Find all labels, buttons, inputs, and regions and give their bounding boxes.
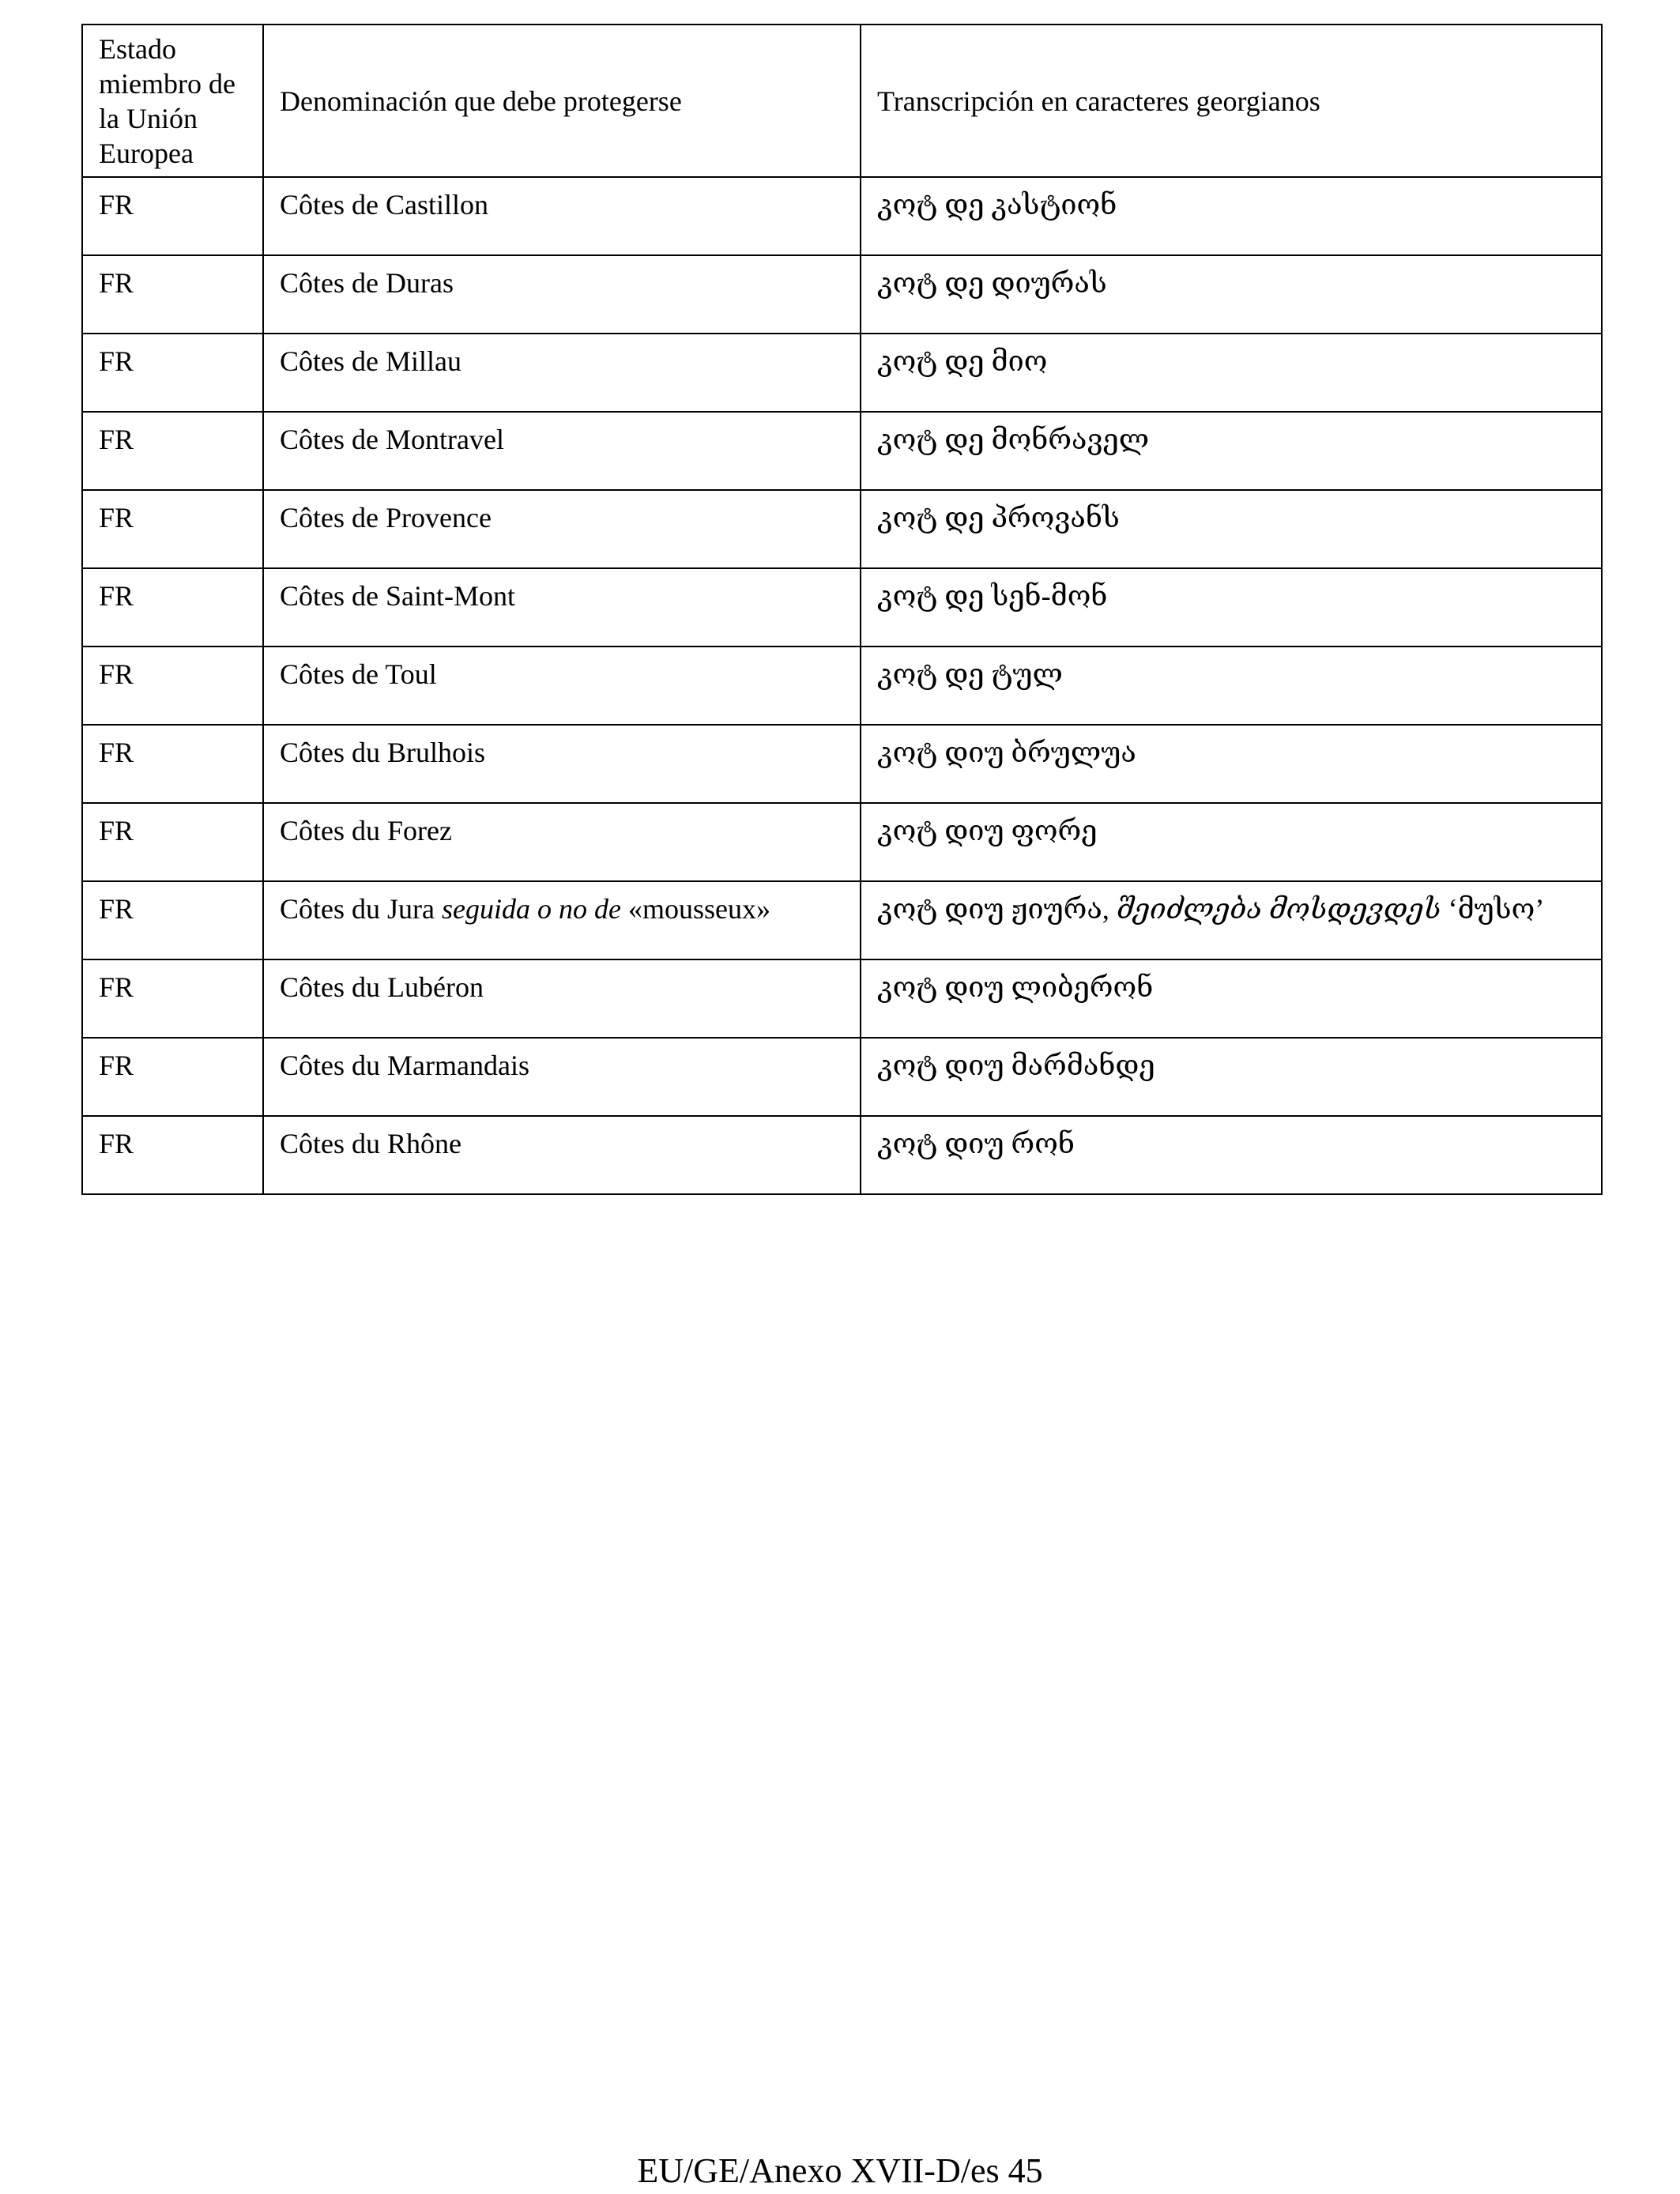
header-transcription: Transcripción en caracteres georgianos bbox=[861, 25, 1602, 177]
cell-name bbox=[263, 881, 861, 959]
table-row bbox=[82, 334, 1602, 412]
cell-transcription: კოტ დიუ ლიბერონ bbox=[861, 959, 1602, 1038]
name-italic-text: seguida o no de bbox=[441, 893, 621, 925]
cell-name: Côtes de Saint-Mont bbox=[263, 568, 861, 647]
transcription-suffix-text: ‘მუსო’ bbox=[1441, 893, 1545, 925]
cell-state: FR bbox=[82, 334, 263, 412]
table-row bbox=[82, 255, 1602, 334]
cell-state: FR bbox=[82, 1116, 263, 1194]
header-member-state: Estado miembro de la Unión Europea bbox=[82, 25, 263, 177]
cell-state: FR bbox=[82, 568, 263, 647]
cell-state: FR bbox=[82, 412, 263, 490]
table-row bbox=[82, 177, 1602, 255]
header-name: Denominación que debe protegerse bbox=[263, 25, 861, 177]
cell-state: FR bbox=[82, 647, 263, 725]
name-suffix-text: «mousseux» bbox=[620, 893, 770, 925]
cell-transcription: კოტ დე პროვანს bbox=[861, 490, 1602, 568]
protected-names-table bbox=[81, 24, 1603, 1195]
cell-name: Côtes de Castillon bbox=[263, 177, 861, 255]
table-header-row bbox=[82, 25, 1602, 177]
table-row bbox=[82, 725, 1602, 803]
cell-name: Côtes du Forez bbox=[263, 803, 861, 881]
cell-transcription: კოტ დიუ რონ bbox=[861, 1116, 1602, 1194]
table-row bbox=[82, 803, 1602, 881]
page-footer-reference: EU/GE/Anexo XVII-D/es 45 bbox=[637, 2151, 1043, 2190]
table-row bbox=[82, 568, 1602, 647]
cell-state: FR bbox=[82, 1038, 263, 1116]
cell-transcription: კოტ დე სენ-მონ bbox=[861, 568, 1602, 647]
cell-transcription bbox=[861, 881, 1602, 959]
cell-name: Côtes de Toul bbox=[263, 647, 861, 725]
table-row bbox=[82, 647, 1602, 725]
cell-transcription: კოტ დიუ მარმანდე bbox=[861, 1038, 1602, 1116]
cell-transcription: კოტ დე მონრაველ bbox=[861, 412, 1602, 490]
transcription-italic-text: შეიძლება მოსდევდეს bbox=[1116, 893, 1441, 925]
cell-state: FR bbox=[82, 255, 263, 334]
cell-state: FR bbox=[82, 177, 263, 255]
cell-state: FR bbox=[82, 803, 263, 881]
cell-state: FR bbox=[82, 881, 263, 959]
cell-name: Côtes de Millau bbox=[263, 334, 861, 412]
table-row bbox=[82, 1038, 1602, 1116]
cell-name: Côtes du Lubéron bbox=[263, 959, 861, 1038]
table-row bbox=[82, 412, 1602, 490]
cell-name: Côtes de Duras bbox=[263, 255, 861, 334]
name-main-text: Côtes du Jura bbox=[280, 893, 442, 925]
cell-name: Côtes du Marmandais bbox=[263, 1038, 861, 1116]
cell-state: FR bbox=[82, 490, 263, 568]
table-row bbox=[82, 490, 1602, 568]
cell-transcription: კოტ დე კასტიონ bbox=[861, 177, 1602, 255]
cell-name: Côtes de Provence bbox=[263, 490, 861, 568]
cell-name: Côtes de Montravel bbox=[263, 412, 861, 490]
table-row bbox=[82, 881, 1602, 959]
cell-name: Côtes du Brulhois bbox=[263, 725, 861, 803]
table-row bbox=[82, 959, 1602, 1038]
cell-state: FR bbox=[82, 959, 263, 1038]
cell-transcription: კოტ დე მიო bbox=[861, 334, 1602, 412]
cell-name: Côtes du Rhône bbox=[263, 1116, 861, 1194]
cell-state: FR bbox=[82, 725, 263, 803]
table-row bbox=[82, 1116, 1602, 1194]
cell-transcription: კოტ დე დიურას bbox=[861, 255, 1602, 334]
transcription-main-text: კოტ დიუ ჟიურა, bbox=[877, 893, 1117, 925]
cell-transcription: კოტ დიუ ბრულუა bbox=[861, 725, 1602, 803]
cell-transcription: კოტ დიუ ფორე bbox=[861, 803, 1602, 881]
cell-transcription: კოტ დე ტულ bbox=[861, 647, 1602, 725]
